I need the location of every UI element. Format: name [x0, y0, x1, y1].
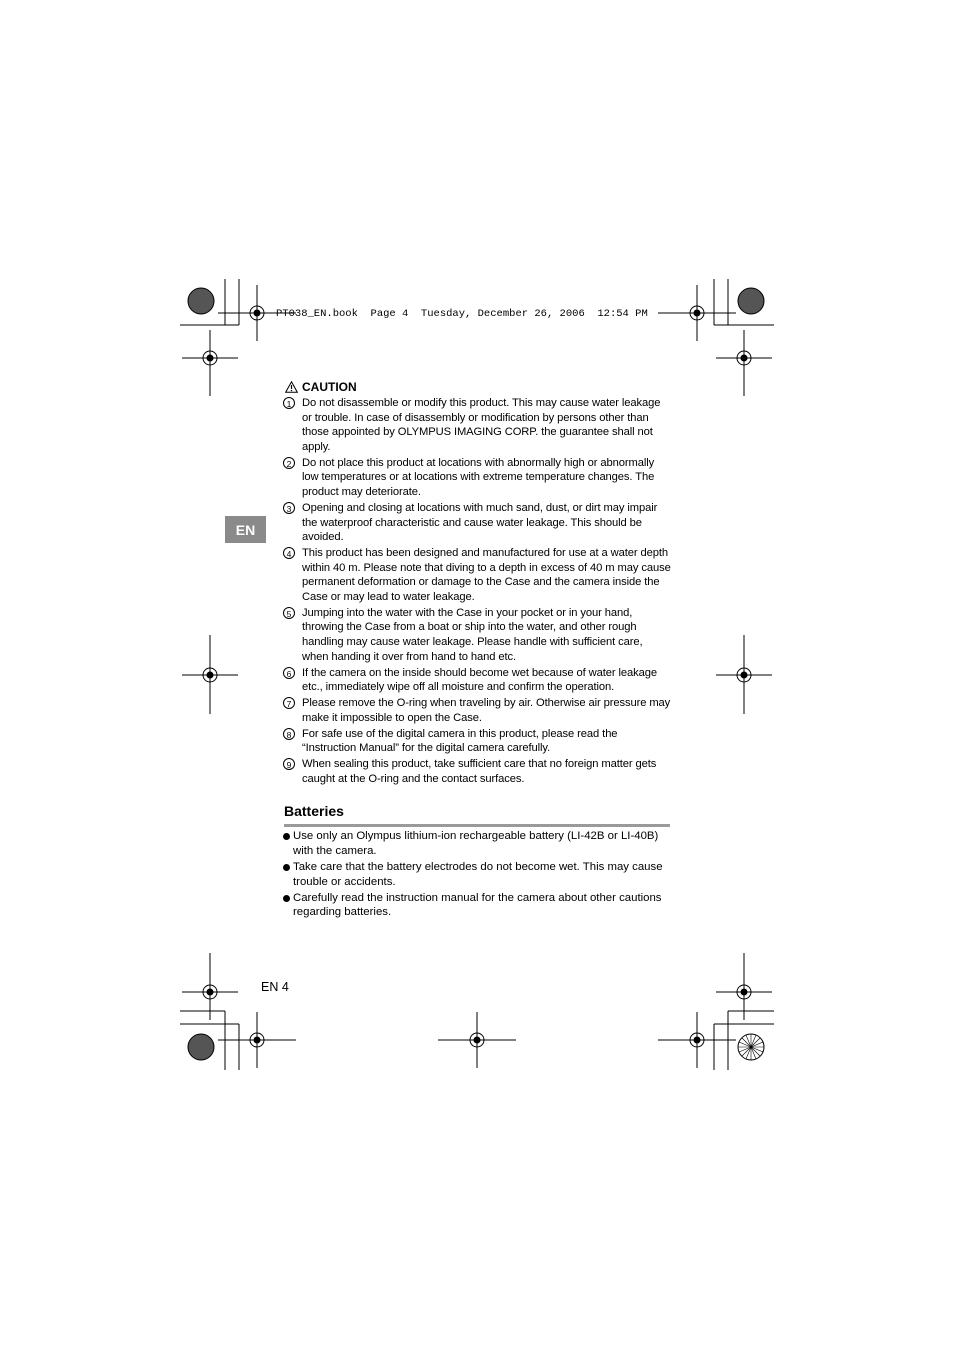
- caution-list: [283, 396, 671, 788]
- caution-item: [283, 696, 671, 725]
- battery-list: [283, 829, 671, 921]
- item-number: 8: [283, 728, 295, 740]
- caution-item: [283, 396, 671, 454]
- list-item: [283, 891, 671, 921]
- print-header: PT038_EN.book Page 4 Tuesday, December 26, 2006 12:54 PM: [276, 308, 648, 320]
- caution-text: For safe use of the digital camera in this product, please read the “Instruction Manual” for the digital camera carefully.: [302, 727, 618, 755]
- item-number: 4: [283, 547, 295, 559]
- bullet-icon: [283, 833, 290, 840]
- caution-text: When sealing this product, take sufficient care that no foreign matter gets caught at the O-ring and the contact surfaces.: [302, 758, 657, 785]
- list-item: [283, 829, 671, 859]
- list-item: [283, 860, 671, 890]
- caution-item: [283, 546, 671, 604]
- battery-text: Use only an Olympus lithium-ion rechargeable battery (LI-42B or LI-40B) with the camera.: [293, 830, 659, 857]
- section-title: Batteries: [284, 803, 344, 819]
- caution-item: [283, 606, 671, 664]
- item-number: 2: [283, 457, 295, 469]
- item-number: 6: [283, 667, 295, 679]
- bullet-icon: [283, 864, 290, 871]
- caution-item: [283, 501, 671, 545]
- caution-item: [283, 727, 671, 756]
- caution-text: Do not place this product at locations with abnormally high or abnormally low temperatures or at locations with extreme temperature changes. The product may deteriorate.: [302, 456, 655, 498]
- caution-item: [283, 456, 671, 500]
- item-number: 1: [283, 397, 295, 409]
- battery-text: Carefully read the instruction manual for the camera about other cautions regarding batteries.: [293, 891, 662, 919]
- item-number: 3: [283, 502, 295, 514]
- caution-text: Opening and closing at locations with much sand, dust, or dirt may impair the waterproof characteristic and cause water leakage. This should be avoided.: [302, 501, 658, 544]
- caution-label: CAUTION: [302, 380, 357, 394]
- section-divider: [284, 824, 670, 827]
- caution-item: [283, 757, 671, 786]
- caution-heading: [285, 380, 357, 394]
- battery-text: Take care that the battery electrodes do not become wet. This may cause trouble or accidents.: [293, 860, 663, 888]
- language-tab: EN: [225, 516, 266, 543]
- caution-item: [283, 666, 671, 695]
- caution-text: Jumping into the water with the Case in your pocket or in your hand, throwing the Case from a boat or ship into the water, and other rough handling may cause water leakage. Please handle with sufficient care, when handing it over from hand to hand etc.: [302, 606, 643, 663]
- page-number: EN 4: [261, 980, 289, 994]
- item-number: 9: [283, 758, 295, 770]
- bullet-icon: [283, 895, 290, 902]
- caution-text: Please remove the O-ring when traveling by air. Otherwise air pressure may make it impossible to open the Case.: [302, 697, 671, 724]
- caution-text: This product has been designed and manufactured for use at a water depth within 40 m. Please note that diving to a depth in excess of 40 m may cause permanent deformation or damage to the Case and the camera inside the Case or may lead to water leakage.: [302, 547, 671, 603]
- caution-text: If the camera on the inside should become wet because of water leakage etc., immediately wipe off all moisture and confirm the operation.: [302, 666, 657, 694]
- warning-icon: [285, 381, 298, 393]
- caution-text: Do not disassemble or modify this product. This may cause water leakage or trouble. In case of disassembly or modification by persons other than those appointed by OLYMPUS IMAGING CORP. the guarantee shall not apply.: [302, 397, 661, 453]
- item-number: 5: [283, 607, 295, 619]
- item-number: 7: [283, 697, 295, 709]
